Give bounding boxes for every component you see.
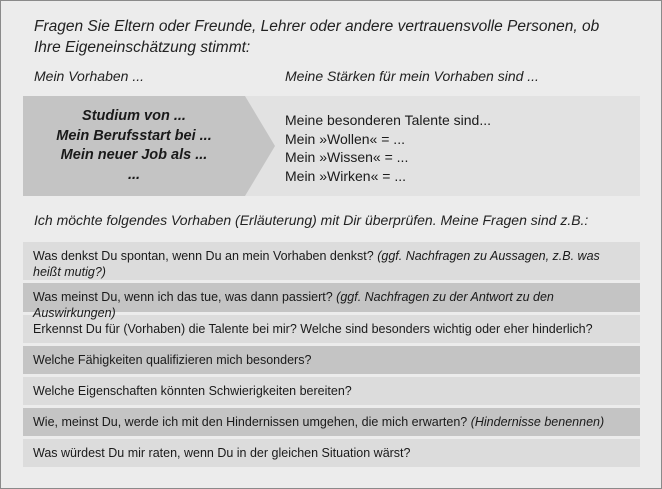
question-row [23,439,640,467]
question-text: Welche Eigenschaften könnten Schwierigkeiten bereiten? [33,384,352,398]
staerken-item: Mein »Wissen« = ... [285,149,409,165]
question-note: (ggf. Nachfragen zu der Antwort zu den Auswirkungen) [33,290,554,320]
question-row [23,242,640,280]
staerken-heading: Meine Stärken für mein Vorhaben sind ... [285,68,539,84]
question-text: Was meinst Du, wenn ich das tue, was dann passiert? [33,290,333,304]
staerken-item: Mein »Wollen« = ... [285,130,405,147]
question-row [23,346,640,374]
staerken-item: Meine besonderen Talente sind... [285,112,491,128]
vorhaben-item: ... [127,166,141,183]
question-note: (Hindernisse benennen) [470,415,605,429]
question-row [23,283,640,320]
question-text: Was denkst Du spontan, wenn Du an mein Vorhaben denkst? [33,249,374,263]
question-row [23,377,640,405]
questions-list [23,242,640,470]
question-text: Was würdest Du mir raten, wenn Du in der gleichen Situation wärst? [33,446,411,460]
staerken-item: Mein »Wirken« = ... [285,167,406,184]
questions-intro: Ich möchte folgendes Vorhaben (Erläuterung) mit Dir überprüfen. Meine Fragen sind z.B.: [34,212,589,228]
question-text: Wie, meinst Du, werde ich mit den Hindernissen umgehen, die mich erwarten? [33,415,468,429]
vorhaben-item: Mein neuer Job als ... [60,147,208,163]
question-row [23,408,640,436]
vorhaben-heading: Mein Vorhaben ... [34,68,144,84]
question-note: (ggf. Nachfragen zu Aussagen, z.B. was heißt mutig?) [33,249,600,279]
intro-line-2: Ihre Eigeneinschätzung stimmt: [34,39,251,56]
vorhaben-item: Studium von ... [82,108,186,124]
intro-line-1: Fragen Sie Eltern oder Freunde, Lehrer oder andere vertrauensvolle Personen, ob [34,18,600,35]
staerken-list [285,111,491,185]
intro-text [34,16,634,58]
vorhaben-list [23,107,245,185]
vorhaben-item: Mein Berufsstart bei ... [56,127,212,144]
question-text: Welche Fähigkeiten qualifizieren mich besonders? [33,353,312,367]
question-text: Erkennst Du für (Vorhaben) die Talente bei mir? Welche sind besonders wichtig oder eher hinderlich? [33,322,593,336]
